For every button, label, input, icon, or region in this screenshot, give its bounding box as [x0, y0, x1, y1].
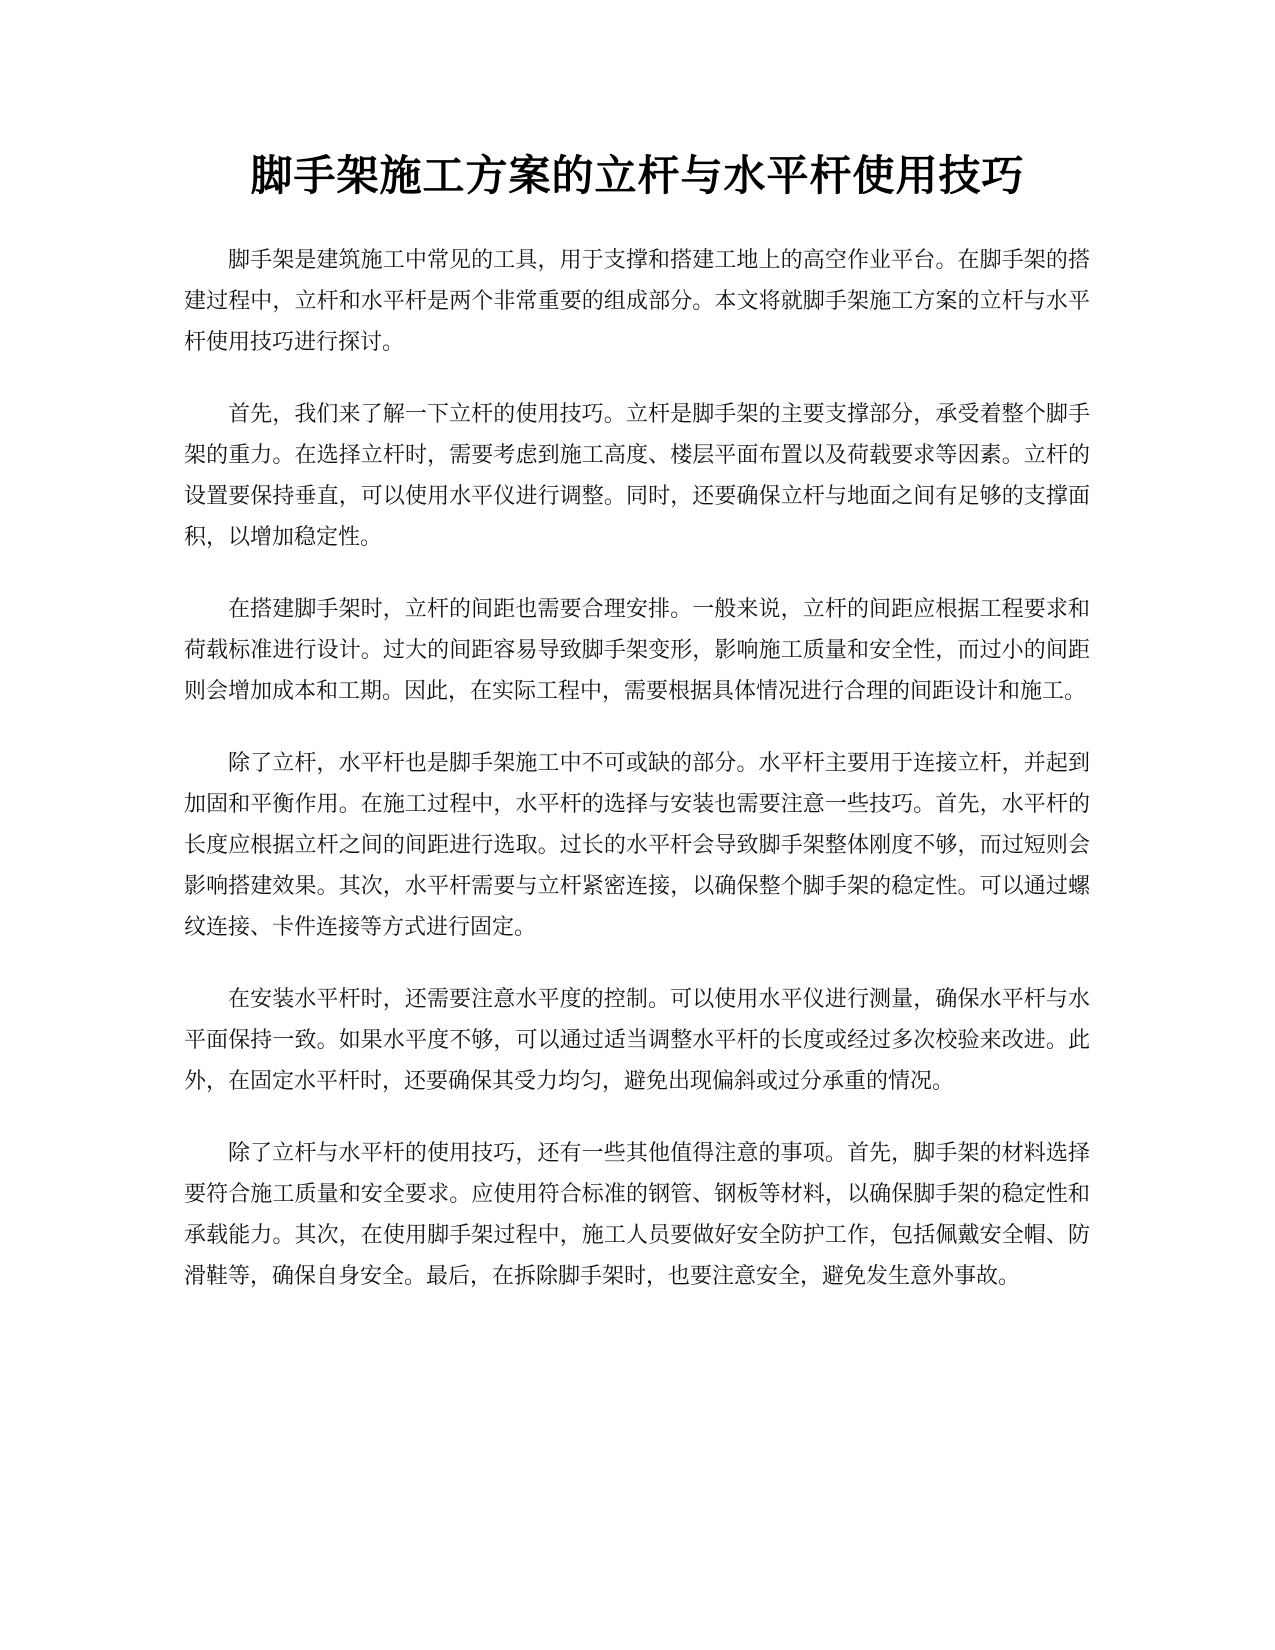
document-body — [184, 240, 1090, 1328]
paragraph-horizontal-level: 在安装水平杆时，还需要注意水平度的控制。可以使用水平仪进行测量，确保水平杆与水平面保持一致。如果水平度不够，可以通过适当调整水平杆的长度或经过多次校验来改进。此外，在固定水平杆时，还要确保其受力均匀，避免出现偏斜或过分承重的情况。 — [184, 987, 1090, 1094]
paragraph-vertical-pole-tips: 首先，我们来了解一下立杆的使用技巧。立杆是脚手架的主要支撑部分，承受着整个脚手架的重力。在选择立杆时，需要考虑到施工高度、楼层平面布置以及荷载要求等因素。立杆的设置要保持垂直，可以使用水平仪进行调整。同时，还要确保立杆与地面之间有足够的支撑面积，以增加稳定性。 — [184, 402, 1090, 550]
paragraph-vertical-pole-spacing: 在搭建脚手架时，立杆的间距也需要合理安排。一般来说，立杆的间距应根据工程要求和荷载标准进行设计。过大的间距容易导致脚手架变形，影响施工质量和安全性，而过小的间距则会增加成本和工期。因此，在实际工程中，需要根据具体情况进行合理的间距设计和施工。 — [184, 597, 1090, 704]
document-title: 脚手架施工方案的立杆与水平杆使用技巧 — [250, 151, 1025, 200]
paragraph-other-notes: 除了立杆与水平杆的使用技巧，还有一些其他值得注意的事项。首先，脚手架的材料选择要符合施工质量和安全要求。应使用符合标准的钢管、钢板等材料，以确保脚手架的稳定性和承载能力。其次，在使用脚手架过程中，施工人员要做好安全防护工作，包括佩戴安全帽、防滑鞋等，确保自身安全。最后，在拆除脚手架时，也要注意安全，避免发生意外事故。 — [184, 1141, 1090, 1289]
paragraph-horizontal-bar-tips: 除了立杆，水平杆也是脚手架施工中不可或缺的部分。水平杆主要用于连接立杆，并起到加固和平衡作用。在施工过程中，水平杆的选择与安装也需要注意一些技巧。首先，水平杆的长度应根据立杆之间的间距进行选取。过长的水平杆会导致脚手架整体刚度不够，而过短则会影响搭建效果。其次，水平杆需要与立杆紧密连接，以确保整个脚手架的稳定性。可以通过螺纹连接、卡件连接等方式进行固定。 — [184, 751, 1090, 940]
paragraph-intro: 脚手架是建筑施工中常见的工具，用于支撑和搭建工地上的高空作业平台。在脚手架的搭建过程中，立杆和水平杆是两个非常重要的组成部分。本文将就脚手架施工方案的立杆与水平杆使用技巧进行探讨。 — [184, 248, 1090, 355]
